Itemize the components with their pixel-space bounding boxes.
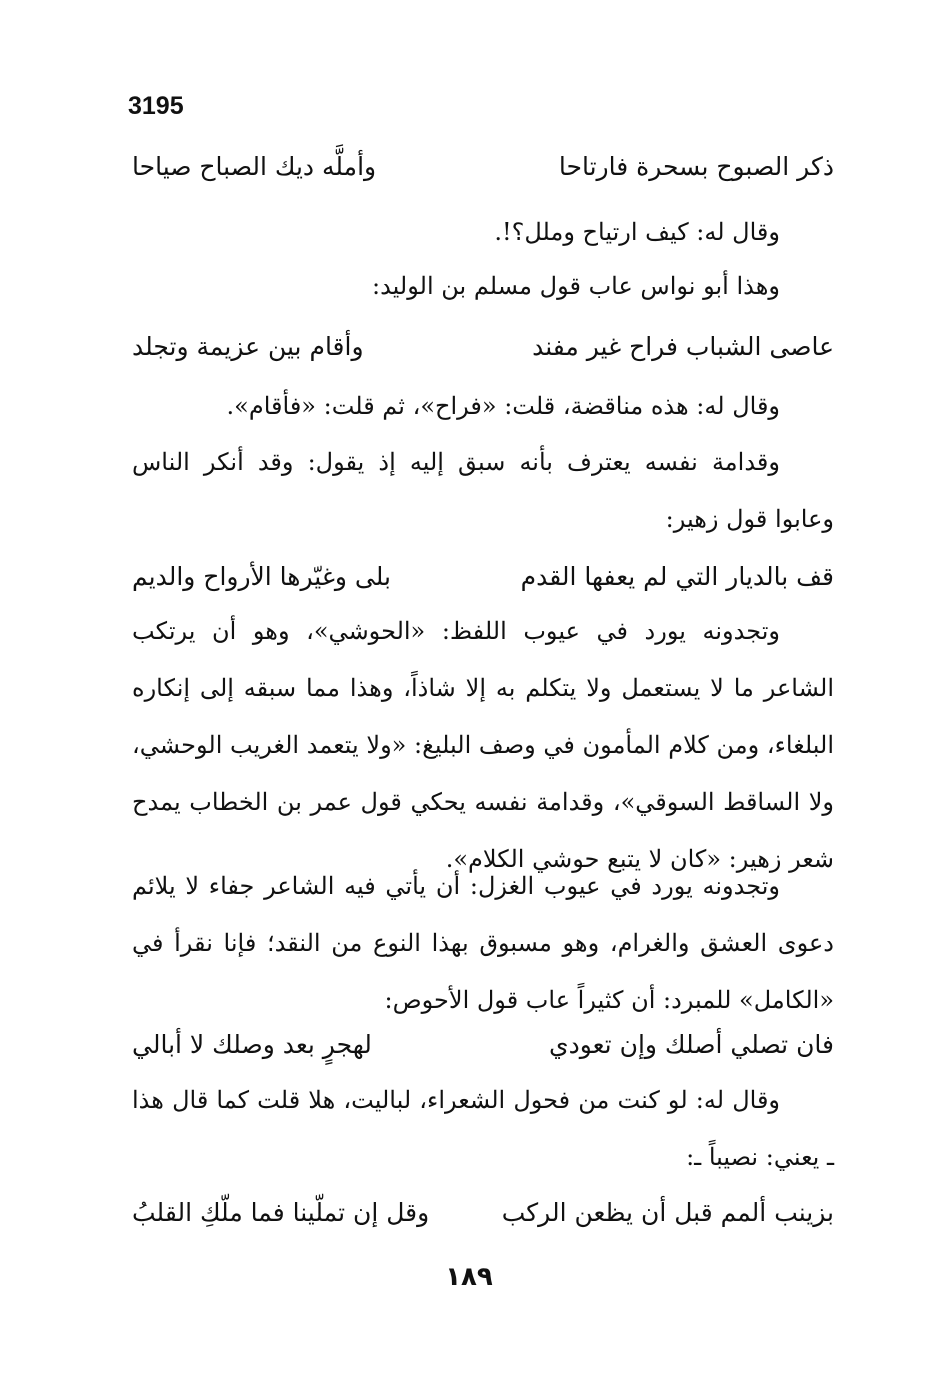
verse-1-second-hemistich: وأملَّه ديك الصباح صياحا [132, 152, 377, 181]
verse-2-second-hemistich: وأقام بين عزيمة وتجلد [132, 332, 364, 361]
verse-5-second-hemistich: وقل إن تملّينا فما ملّكِ القلبُ [132, 1198, 430, 1227]
comment-line-1: وقال له: كيف ارتياح وملل؟!. [494, 218, 780, 246]
verse-5-first-hemistich: بزينب ألمم قبل أن يظعن الركب [501, 1198, 834, 1227]
verse-3-second-hemistich: بلى وغيّرها الأرواح والديم [132, 562, 391, 591]
verse-1 [132, 152, 834, 196]
verse-4 [132, 1030, 834, 1074]
paragraph-4: وقال له: لو كنت من فحول الشعراء، لباليت، هلا قلت كما قال هذا ـ يعني: نصيباً ـ: [132, 1086, 834, 1171]
comment-line-3: وقال له: هذه مناقضة، قلت: «فراح»، ثم قلت: «فأقام». [226, 392, 780, 420]
intro-line-2: وهذا أبو نواس عاب قول مسلم بن الوليد: [372, 272, 780, 300]
verse-2 [132, 332, 834, 376]
verse-3-first-hemistich: قف بالديار التي لم يعفها القدم [520, 562, 834, 591]
paragraph-2: وتجدونه يورد في عيوب اللفظ: «الحوشي»، وهو أن يرتكب الشاعر ما لا يستعمل ولا يتكلم به إلا شاذاً، وهذا مما سبقه إلى إنكاره البلغاء، ومن كلام المأمون في وصف البليغ: «ولا يتعمد الغريب الوحشي، ولا الساقط السوقي»، وقدامة نفسه يحكي قول عمر بن الخطاب يمدح شعر زهير: «كان لا يتبع حوشي الكلام». [132, 617, 834, 873]
verse-3 [132, 562, 834, 606]
paragraph-3: وتجدونه يورد في عيوب الغزل: أن يأتي فيه الشاعر جفاء لا يلائم دعوى العشق والغرام، وهو مسبوق بهذا النوع من النقد؛ فإنا نقرأ في «الكامل» للمبرد: أن كثيراً عاب قول الأحوص: [132, 872, 834, 1014]
paragraph-1: وقدامة نفسه يعترف بأنه سبق إليه إذ يقول: وقد أنكر الناس وعابوا قول زهير: [132, 448, 834, 533]
verse-1-first-hemistich: ذكر الصبوح بسحرة فارتاحا [558, 152, 834, 181]
page-number: ١٨٩ [445, 1262, 493, 1292]
verse-2-first-hemistich: عاصى الشباب فراح غير مفند [532, 332, 834, 361]
verse-4-first-hemistich: فان تصلي أصلك وإن تعودي [549, 1030, 834, 1059]
verse-5 [132, 1198, 834, 1242]
page-id: 3195 [128, 92, 184, 120]
verse-4-second-hemistich: لهجرٍ بعد وصلك لا أبالي [132, 1030, 372, 1059]
